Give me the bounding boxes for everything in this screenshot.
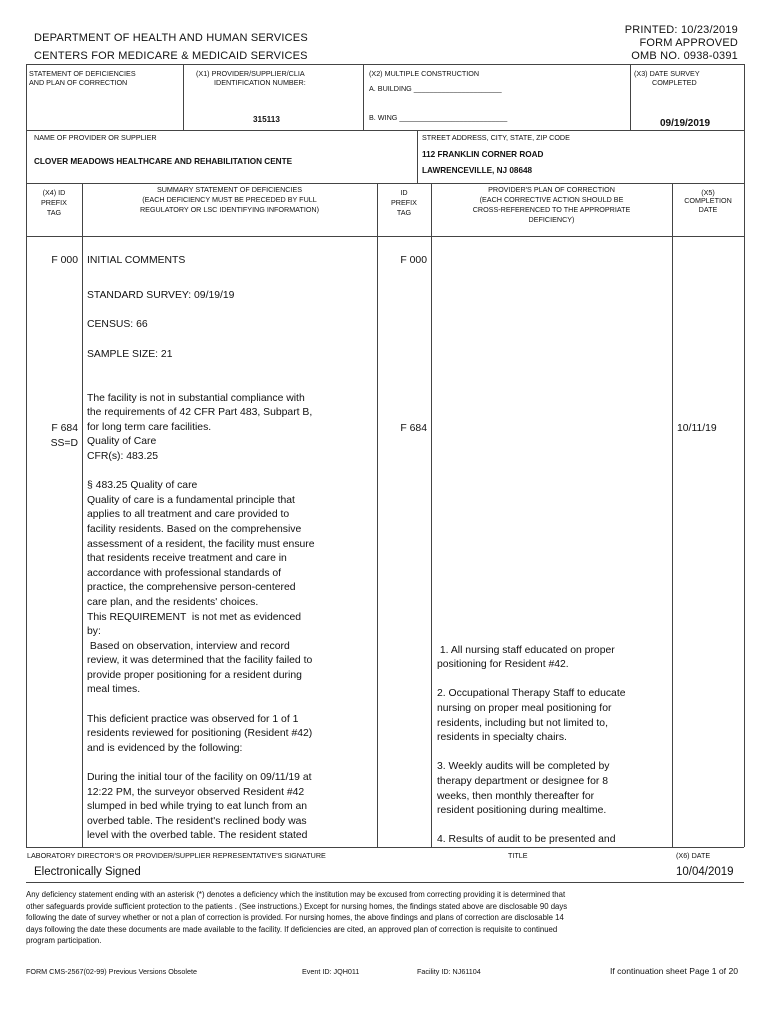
- x3-label-2: COMPLETED: [652, 78, 697, 87]
- plan-line: 4. Results of audit to be presented and: [437, 834, 616, 846]
- plan-header-3: CROSS-REFERENCED TO THE APPROPRIATE: [472, 205, 631, 214]
- x5-header-1: (X5): [701, 188, 715, 197]
- summary-line: for long term care facilities.: [87, 421, 212, 433]
- x2-label: (X2) MULTIPLE CONSTRUCTION: [369, 69, 480, 78]
- facility-id: Facility ID: NJ61104: [417, 967, 481, 976]
- summary-line: accordance with professional standards of: [87, 567, 282, 579]
- plan-body: [437, 629, 669, 863]
- summary-header-3: REGULATORY OR LSC IDENTIFYING INFORMATION): [139, 205, 320, 214]
- summary-line: facility residents. Based on the comprehensive: [87, 523, 302, 535]
- plan-header-2: (EACH CORRECTIVE ACTION SHOULD BE: [479, 195, 624, 204]
- sample-size: SAMPLE SIZE: 21: [87, 349, 173, 360]
- address-line-2: LAWRENCEVILLE, NJ 08648: [422, 166, 533, 175]
- event-id: Event ID: JQH011: [302, 967, 360, 976]
- summary-line: 12:22 PM, the surveyor observed Resident #42: [87, 786, 305, 798]
- disclaimer-line: other safeguards provide sufficient protection to the patients . (See instructions.) Except for nursing homes, the findings stated above are disclosable 90 days: [26, 901, 568, 911]
- signature-label: LABORATORY DIRECTOR'S OR PROVIDER/SUPPLIER REPRESENTATIVE'S SIGNATURE: [27, 851, 326, 860]
- id-header-1: ID: [400, 188, 408, 197]
- summary-line: assessment of a resident, the facility must ensure: [87, 538, 315, 550]
- disclaimer-line: Any deficiency statement ending with an asterisk (*) denotes a deficiency which the institution may be excused from correcting providing it is determined that: [26, 890, 566, 899]
- statement-label-1: STATEMENT OF DEFICIENCIES: [29, 69, 136, 78]
- summary-line: residents reviewed for positioning (Resident #42): [87, 728, 313, 740]
- tag-f000-right: F 000: [400, 255, 427, 266]
- summary-header-1: SUMMARY STATEMENT OF DEFICIENCIES: [156, 185, 303, 194]
- x3-label-1: (X3) DATE SURVEY: [634, 69, 700, 78]
- x1-value: 315113: [253, 115, 280, 124]
- summary-line: that residents receive treatment and care in: [87, 553, 287, 565]
- id-header-3: TAG: [396, 208, 412, 217]
- plan-line: positioning for Resident #42.: [437, 659, 569, 671]
- summary-line: Quality of care is a fundamental principle that: [87, 494, 295, 506]
- title-label: TITLE: [508, 851, 528, 860]
- tag-f684-right: F 684: [400, 423, 427, 434]
- tag-f684-left: F 684: [51, 423, 78, 434]
- plan-header-1: PROVIDER'S PLAN OF CORRECTION: [488, 185, 615, 194]
- summary-line: the requirements of 42 CFR Part 483, Subpart B,: [87, 407, 313, 419]
- census: CENSUS: 66: [87, 319, 148, 330]
- disclaimer-line: following the date of survey whether or not a plan of correction is provided. For nursing homes, the above findings and plans of correction are disclosable 14: [26, 913, 564, 923]
- plan-line: 3. Weekly audits will be completed by: [437, 761, 610, 773]
- summary-body: [87, 377, 375, 859]
- summary-line: Quality of Care: [87, 436, 157, 448]
- statement-label-2: AND PLAN OF CORRECTION: [29, 78, 128, 87]
- plan-line: [437, 819, 669, 834]
- summary-line: This deficient practice was observed for 1 of 1: [87, 713, 299, 725]
- standard-survey: STANDARD SURVEY: 09/19/19: [87, 290, 235, 301]
- date-label: (X6) DATE: [676, 851, 711, 860]
- plan-line: [437, 746, 669, 761]
- plan-line: [437, 673, 669, 688]
- completion-date: 10/11/19: [677, 423, 717, 434]
- signature-value: Electronically Signed: [34, 866, 141, 878]
- form-approved: FORM APPROVED: [639, 37, 738, 49]
- summary-line: During the initial tour of the facility on 09/11/19 at: [87, 772, 312, 784]
- summary-header-2: (EACH DEFICIENCY MUST BE PRECEDED BY FULL: [142, 195, 317, 204]
- x4-header-1: (X4) ID: [42, 188, 66, 197]
- summary-line: by:: [87, 626, 101, 638]
- department-title: DEPARTMENT OF HEALTH AND HUMAN SERVICES: [34, 32, 308, 44]
- summary-line: level with the overbed table. The resident stated: [87, 830, 308, 842]
- plan-line: weeks, then monthly thereafter for: [437, 790, 595, 802]
- summary-line: CFR(s): 483.25: [87, 450, 159, 462]
- summary-line: and is evidenced by the following:: [87, 742, 243, 754]
- provider-name: CLOVER MEADOWS HEALTHCARE AND REHABILITATION CENTE: [34, 157, 293, 166]
- x5-header-3: DATE: [698, 205, 718, 214]
- plan-line: residents in specialty chairs.: [437, 732, 567, 744]
- summary-line: [87, 698, 375, 713]
- summary-line: provide proper positioning for a resident during: [87, 669, 302, 681]
- provider-label: NAME OF PROVIDER OR SUPPLIER: [34, 133, 157, 142]
- x2-building: A. BUILDING ______________________: [369, 84, 502, 93]
- address-line-1: 112 FRANKLIN CORNER ROAD: [422, 150, 544, 159]
- printed-date: PRINTED: 10/23/2019: [624, 24, 738, 36]
- centers-title: CENTERS FOR MEDICARE & MEDICAID SERVICES: [34, 50, 308, 62]
- summary-line: slumped in bed while trying to eat lunch from an: [87, 801, 308, 813]
- summary-line: This REQUIREMENT is not met as evidenced: [87, 611, 302, 623]
- plan-line: 2. Occupational Therapy Staff to educate: [437, 688, 626, 700]
- plan-header-4: DEFICIENCY): [528, 215, 575, 224]
- summary-line: meal times.: [87, 684, 141, 696]
- summary-line: [87, 465, 375, 480]
- x3-value: 09/19/2019: [660, 118, 711, 129]
- disclaimer-line: program participation.: [26, 936, 102, 946]
- summary-line: overbed table. The resident's reclined body was: [87, 815, 307, 827]
- x5-header-2: COMPLETION: [684, 196, 732, 205]
- page-number: If continuation sheet Page 1 of 20: [609, 966, 738, 976]
- summary-line: [87, 756, 375, 771]
- form-number: FORM CMS-2567(02-99) Previous Versions Obsolete: [26, 967, 197, 976]
- summary-line: care plan, and the residents' choices.: [87, 596, 259, 608]
- signature-date: 10/04/2019: [676, 866, 734, 878]
- address-label: STREET ADDRESS, CITY, STATE, ZIP CODE: [422, 133, 570, 142]
- summary-line: Based on observation, interview and record: [87, 640, 290, 652]
- disclaimer-line: days following the date these documents are made available to the facility. If deficiencies are cited, an approved plan of correction is requisite to continued: [26, 924, 558, 934]
- plan-line: nursing on proper meal positioning for: [437, 702, 612, 714]
- plan-line: residents, including but not limited to,: [437, 717, 608, 729]
- plan-line: 1. All nursing staff educated on proper: [437, 644, 615, 656]
- x1-label-1: (X1) PROVIDER/SUPPLIER/CLIA: [196, 69, 305, 78]
- summary-line: The facility is not in substantial compliance with: [87, 392, 305, 404]
- tag-f000-left: F 000: [51, 255, 78, 266]
- severity-ssd: SS=D: [50, 438, 78, 449]
- disclaimer: [26, 889, 744, 947]
- plan-line: therapy department or designee for 8: [437, 775, 608, 787]
- id-header-2: PREFIX: [391, 198, 417, 207]
- x4-header-3: TAG: [46, 208, 62, 217]
- summary-line: § 483.25 Quality of care: [87, 480, 198, 492]
- summary-line: applies to all treatment and care provided to: [87, 509, 290, 521]
- plan-line: resident positioning during mealtime.: [437, 805, 607, 817]
- summary-line: review, it was determined that the facility failed to: [87, 655, 313, 667]
- x1-label-2: IDENTIFICATION NUMBER:: [214, 78, 306, 87]
- omb-number: OMB NO. 0938-0391: [631, 50, 738, 62]
- x2-wing: B. WING ___________________________: [369, 113, 508, 122]
- x4-header-2: PREFIX: [41, 198, 67, 207]
- summary-line: practice, the comprehensive person-centered: [87, 582, 296, 594]
- initial-comments: INITIAL COMMENTS: [87, 255, 186, 266]
